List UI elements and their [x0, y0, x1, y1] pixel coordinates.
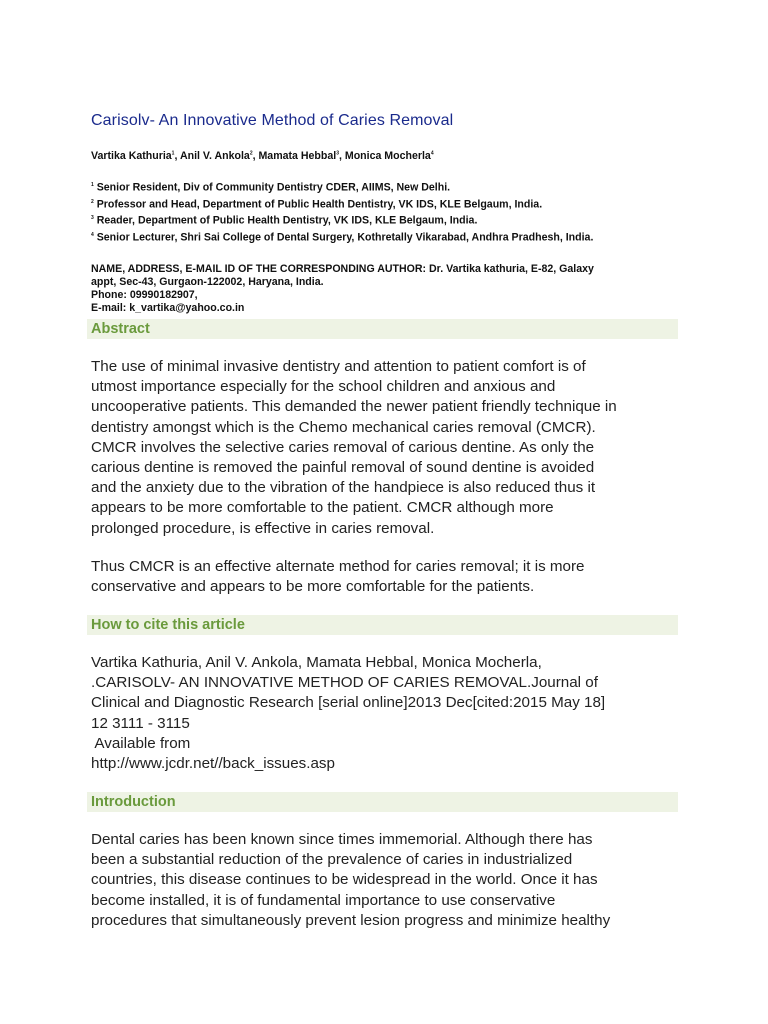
introduction-heading-bar — [87, 792, 678, 812]
article-title: Carisolv- An Innovative Method of Caries Removal — [91, 112, 454, 129]
affiliation-text: Senior Resident, Div of Community Dentistry CDER, AIIMS, New Delhi. — [93, 181, 451, 194]
author-name: Vartika Kathuria — [91, 150, 172, 162]
introduction-paragraph — [91, 830, 691, 931]
abstract-heading-bar — [87, 319, 678, 339]
abstract-paragraph-1 — [91, 357, 691, 539]
text-line: Vartika Kathuria, Anil V. Ankola, Mamata Hebbal, Monica Mocherla, — [91, 654, 542, 671]
text-line: prolonged procedure, is effective in caries removal. — [91, 519, 435, 537]
text-line: uncooperative patients. This demanded the newer patient friendly technique in — [91, 398, 617, 416]
affiliation-text: Senior Lecturer, Shri Sai College of Dental Surgery, Kothretally Vikarabad, Andhra Pradhesh, India. — [93, 231, 594, 244]
author-name: Mamata Hebbal — [258, 150, 337, 162]
text-line: 12 3111 - 3115 — [91, 714, 190, 732]
text-line: and the anxiety due to the vibration of the handpiece is also reduced thus it — [91, 479, 596, 497]
corresponding-author-address: appt, Sec-43, Gurgaon-122002, Haryana, India. — [91, 276, 324, 288]
text-line: Clinical and Diagnostic Research [serial online]2013 Dec[cited:2015 May 18] — [91, 694, 606, 712]
corresponding-author-block — [91, 263, 681, 315]
abstract-paragraph-2 — [91, 557, 691, 597]
text-line: Thus CMCR is an effective alternate method for caries removal; it is more — [91, 558, 585, 575]
text-line: countries, this disease continues to be widespread in the world. Once it has — [91, 871, 598, 889]
text-line: become installed, it is of fundamental importance to use conservative — [91, 891, 556, 909]
affiliation-superscript: 4 — [91, 231, 94, 238]
text-line: carious dentine is removed the painful removal of sound dentine is avoided — [91, 459, 595, 477]
affiliation-item — [91, 228, 593, 245]
text-line: .CARISOLV- AN INNOVATIVE METHOD OF CARIES REMOVAL.Journal of — [91, 674, 598, 692]
affiliation-item — [91, 211, 593, 228]
text-line: The use of minimal invasive dentistry and attention to patient comfort is of — [91, 358, 586, 375]
citation-paragraph — [91, 653, 691, 774]
cite-heading: How to cite this article — [91, 617, 245, 633]
author-superscript: 1 — [171, 150, 175, 157]
text-line: procedures that simultaneously prevent lesion progress and minimize healthy — [91, 911, 611, 929]
text-line: appears to be more comfortable to the patient. CMCR although more — [91, 499, 554, 517]
text-line: been a substantial reduction of the prevalence of caries in industrialized — [91, 851, 573, 869]
text-line: Dental caries has been known since times immemorial. Although there has — [91, 831, 593, 848]
text-line: utmost importance especially for the school children and anxious and — [91, 378, 556, 396]
affiliation-item — [91, 178, 593, 195]
author-superscript: 3 — [336, 150, 339, 157]
abstract-heading: Abstract — [91, 321, 150, 337]
author-name: Anil V. Ankola — [179, 150, 250, 162]
text-line: CMCR involves the selective caries removal of carious dentine. As only the — [91, 438, 595, 456]
author-superscript: 4 — [430, 150, 434, 157]
text-line: Available from — [91, 734, 191, 752]
citation-url: http://www.jcdr.net//back_issues.asp — [91, 755, 335, 773]
affiliation-superscript: 1 — [91, 182, 94, 188]
corresponding-author-line: NAME, ADDRESS, E-MAIL ID OF THE CORRESPONDING AUTHOR: Dr. Vartika kathuria, E-82, Galaxy — [91, 263, 594, 275]
affiliation-text: Reader, Department of Public Health Dentistry, VK IDS, KLE Belgaum, India. — [93, 214, 478, 227]
affiliation-list — [91, 178, 593, 244]
affiliation-superscript: 2 — [91, 198, 94, 205]
affiliation-superscript: 3 — [91, 215, 94, 222]
affiliation-item — [91, 195, 593, 212]
affiliation-text: Professor and Head, Department of Public Health Dentistry, VK IDS, KLE Belgaum, India. — [93, 198, 543, 211]
corresponding-author-email: E-mail: k_vartika@yahoo.co.in — [91, 302, 245, 314]
introduction-heading: Introduction — [91, 794, 176, 810]
author-name: Monica Mocherla — [344, 150, 431, 162]
corresponding-author-phone: Phone: 09990182907, — [91, 289, 198, 301]
text-line: dentistry amongst which is the Chemo mechanical caries removal (CMCR). — [91, 418, 596, 436]
author-list: Vartika Kathuria$^1$, Anil V. Ankola$^2$, Mamata Hebbal$^3$, Monica Mocherla$^4$ — [91, 150, 434, 162]
text-line: conservative and appears to be more comfortable for the patients. — [91, 578, 535, 596]
author-superscript: 2 — [249, 150, 253, 157]
